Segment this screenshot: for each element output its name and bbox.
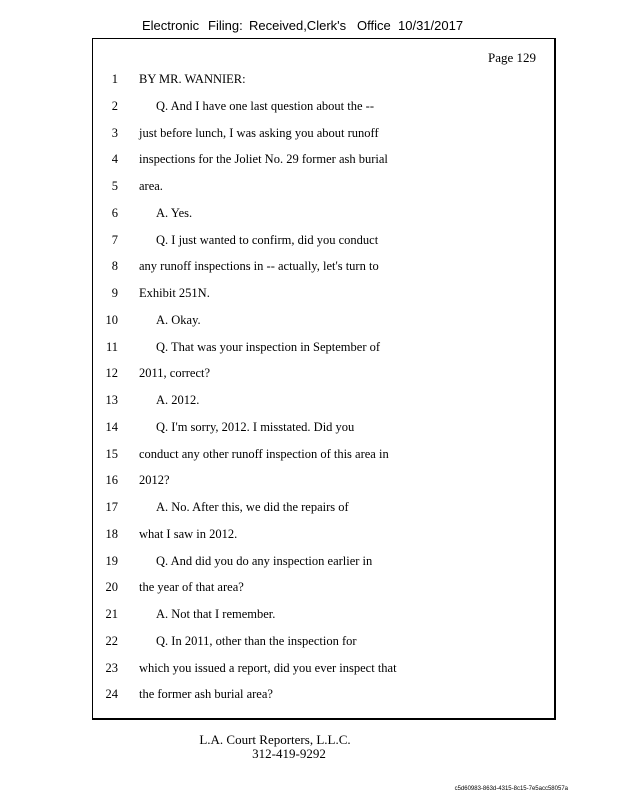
line-text: Exhibit 251N. [139,286,210,300]
document-id: c5d60983-863d-4315-8c15-7e5acc58057a [454,786,568,792]
transcript-line [0,280,618,306]
line-number: 24 [105,687,118,702]
filing-electronic: Electronic [142,18,200,33]
line-text: inspections for the Joliet No. 29 former ash burial [139,152,388,167]
line-number: 12 [105,366,118,381]
line-text: area. [139,179,163,193]
line-text: just before lunch, I was asking you about runoff [139,125,379,140]
filing-date: 10/31/2017 [398,18,464,33]
transcript-line [0,521,618,547]
page-number: Page 129 [487,50,536,65]
line-number: 11 [105,339,118,354]
reporter-footer [0,733,618,761]
line-number: 21 [105,607,118,621]
line-text: Q. In 2011, other than the inspection for [156,633,357,648]
transcript-line [0,66,618,92]
transcript-line [0,441,618,467]
line-text: Q. I'm sorry, 2012. I misstated. Did you [156,419,355,434]
line-number: 4 [111,152,118,167]
transcript-line [0,467,618,493]
reporter-company: L.A. Court Reporters, L.L.C. [199,732,351,747]
reporter-phone: 312-419-9292 [252,746,326,761]
line-number: 3 [111,125,118,140]
line-number: 1 [111,72,118,86]
line-number: 15 [105,446,118,461]
transcript-line [0,548,618,574]
line-number: 13 [105,393,118,407]
line-number: 23 [105,660,118,675]
line-number: 9 [111,286,118,300]
line-number: 7 [111,232,118,247]
line-text: A. Yes. [156,205,193,220]
transcript-line [0,93,618,119]
transcript-line [0,574,618,600]
transcript-line [0,494,618,520]
line-text: Q. And did you do any inspection earlier in [156,553,373,568]
line-number: 2 [111,98,118,113]
line-number: 16 [105,473,118,488]
filing-stamp-header [0,18,618,38]
transcript-line [0,146,618,172]
transcript-line [0,681,618,707]
line-text: Q. That was your inspection in September of [156,339,381,354]
line-text: what I saw in 2012. [139,526,238,541]
line-number: 8 [111,259,118,274]
line-number: 20 [105,580,118,595]
filing-received-clerks: Received,Clerk's [249,18,347,33]
line-number: 14 [105,419,118,434]
line-text: A. 2012. [156,393,200,407]
filing-filing: Filing: [208,18,243,33]
line-number: 5 [111,179,118,193]
line-text: conduct any other runoff inspection of this area in [139,446,389,461]
line-text: A. Okay. [156,312,201,327]
filing-office: Office [357,18,391,33]
transcript-line [0,387,618,413]
line-text: Q. And I have one last question about the -- [156,98,375,113]
transcript-line [0,628,618,654]
line-number: 6 [111,205,118,220]
line-number: 18 [105,526,118,541]
line-number: 17 [105,500,118,514]
transcript-line [0,655,618,681]
transcript-line [0,414,618,440]
line-text: 2011, correct? [139,366,211,381]
line-text: A. Not that I remember. [156,607,276,621]
transcript-line [0,200,618,226]
line-number: 19 [105,553,118,568]
line-number: 10 [105,312,118,327]
line-text: A. No. After this, we did the repairs of [156,500,349,514]
transcript-line [0,307,618,333]
transcript-line [0,173,618,199]
line-text: Q. I just wanted to confirm, did you conduct [156,232,379,247]
line-text: 2012? [139,473,170,488]
line-text: any runoff inspections in -- actually, let's turn to [139,259,379,274]
transcript-line [0,227,618,253]
transcript-line [0,120,618,146]
line-text: the former ash burial area? [139,687,273,702]
line-text: BY MR. WANNIER: [139,72,246,86]
transcript-line [0,601,618,627]
transcript-line [0,334,618,360]
line-text: the year of that area? [139,580,244,595]
transcript-line [0,360,618,386]
line-text: which you issued a report, did you ever inspect that [139,660,397,675]
line-number: 22 [105,633,118,648]
transcript-line [0,253,618,279]
